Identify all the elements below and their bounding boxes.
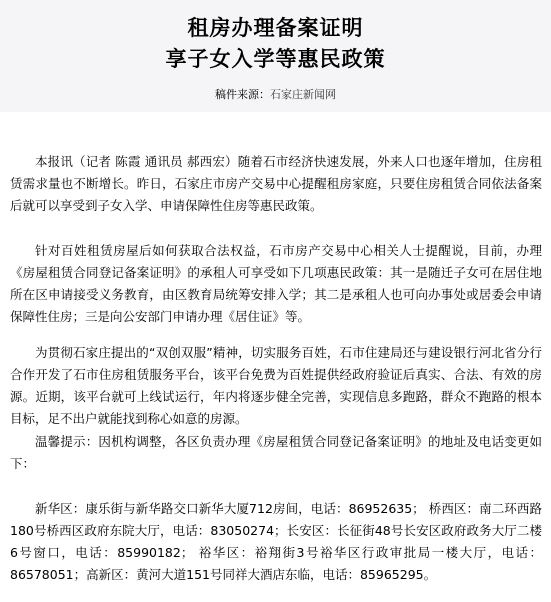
paragraph-addresses: 新华区：康乐街与新华路交口新华大厦712房间，电话：86952635； 桥西区：南二环西路180号桥西区政府东院大厅，电话：83050274；长安区：长征街48号长安区政府政务大厅二楼6号窗口，电话：85990182； 裕华区：裕翔街3号裕华区行政审批局一楼大厅，电话：86578051；高新区：黄河大道151号同祥大酒店东临，电话：85965295。 (10, 501, 542, 582)
paragraph-notice: 温馨提示：因机构调整，各区负责办理《房屋租赁合同登记备案证明》的地址及电话变更如下： (10, 434, 542, 471)
headline-line-1: 租房办理备案证明 (187, 15, 364, 40)
article-header (0, 0, 551, 112)
source-value: 石家庄新闻网 (270, 88, 336, 101)
source-line (0, 86, 551, 102)
source-label: 稿件来源： (215, 88, 270, 101)
paragraph-platform: 为贯彻石家庄提出的“双创双服”精神，切实服务百姓，石市住建局还与建设银行河北省分行合作开发了石市住房租赁服务平台，该平台免费为百姓提供经政府验证后真实、合法、有效的房源。近期，该平台就可上线试运行，年内将逐步健全完善，实现信息多跑路，群众不跑路的根本目标，足不出户就能找到称心如意的房源。 (10, 345, 542, 426)
headline-line-2: 享子女入学等惠民政策 (165, 46, 386, 71)
paragraph-policies: 针对百姓租赁房屋后如何获取合法权益，石市房产交易中心相关人士提醒说，目前，办理《房屋租赁合同登记备案证明》的承租人可享受如下几项惠民政策：其一是随迁子女可在居住地所在区申请接受义务教育，由区教育局统筹安排入学；其二是承租人也可向办事处或居委会申请保障性住房；三是向公安部门申请办理《居住证》等。 (10, 243, 542, 324)
paragraph-intro: 本报讯（记者 陈霞 通讯员 郝西宏）随着石市经济快速发展，外来人口也逐年增加，住房租赁需求量也不断增长。昨日，石家庄市房产交易中心提醒租房家庭，只要住房租赁合同依法备案后就可以享受到子女入学、申请保障性住房等惠民政策。 (10, 154, 542, 213)
